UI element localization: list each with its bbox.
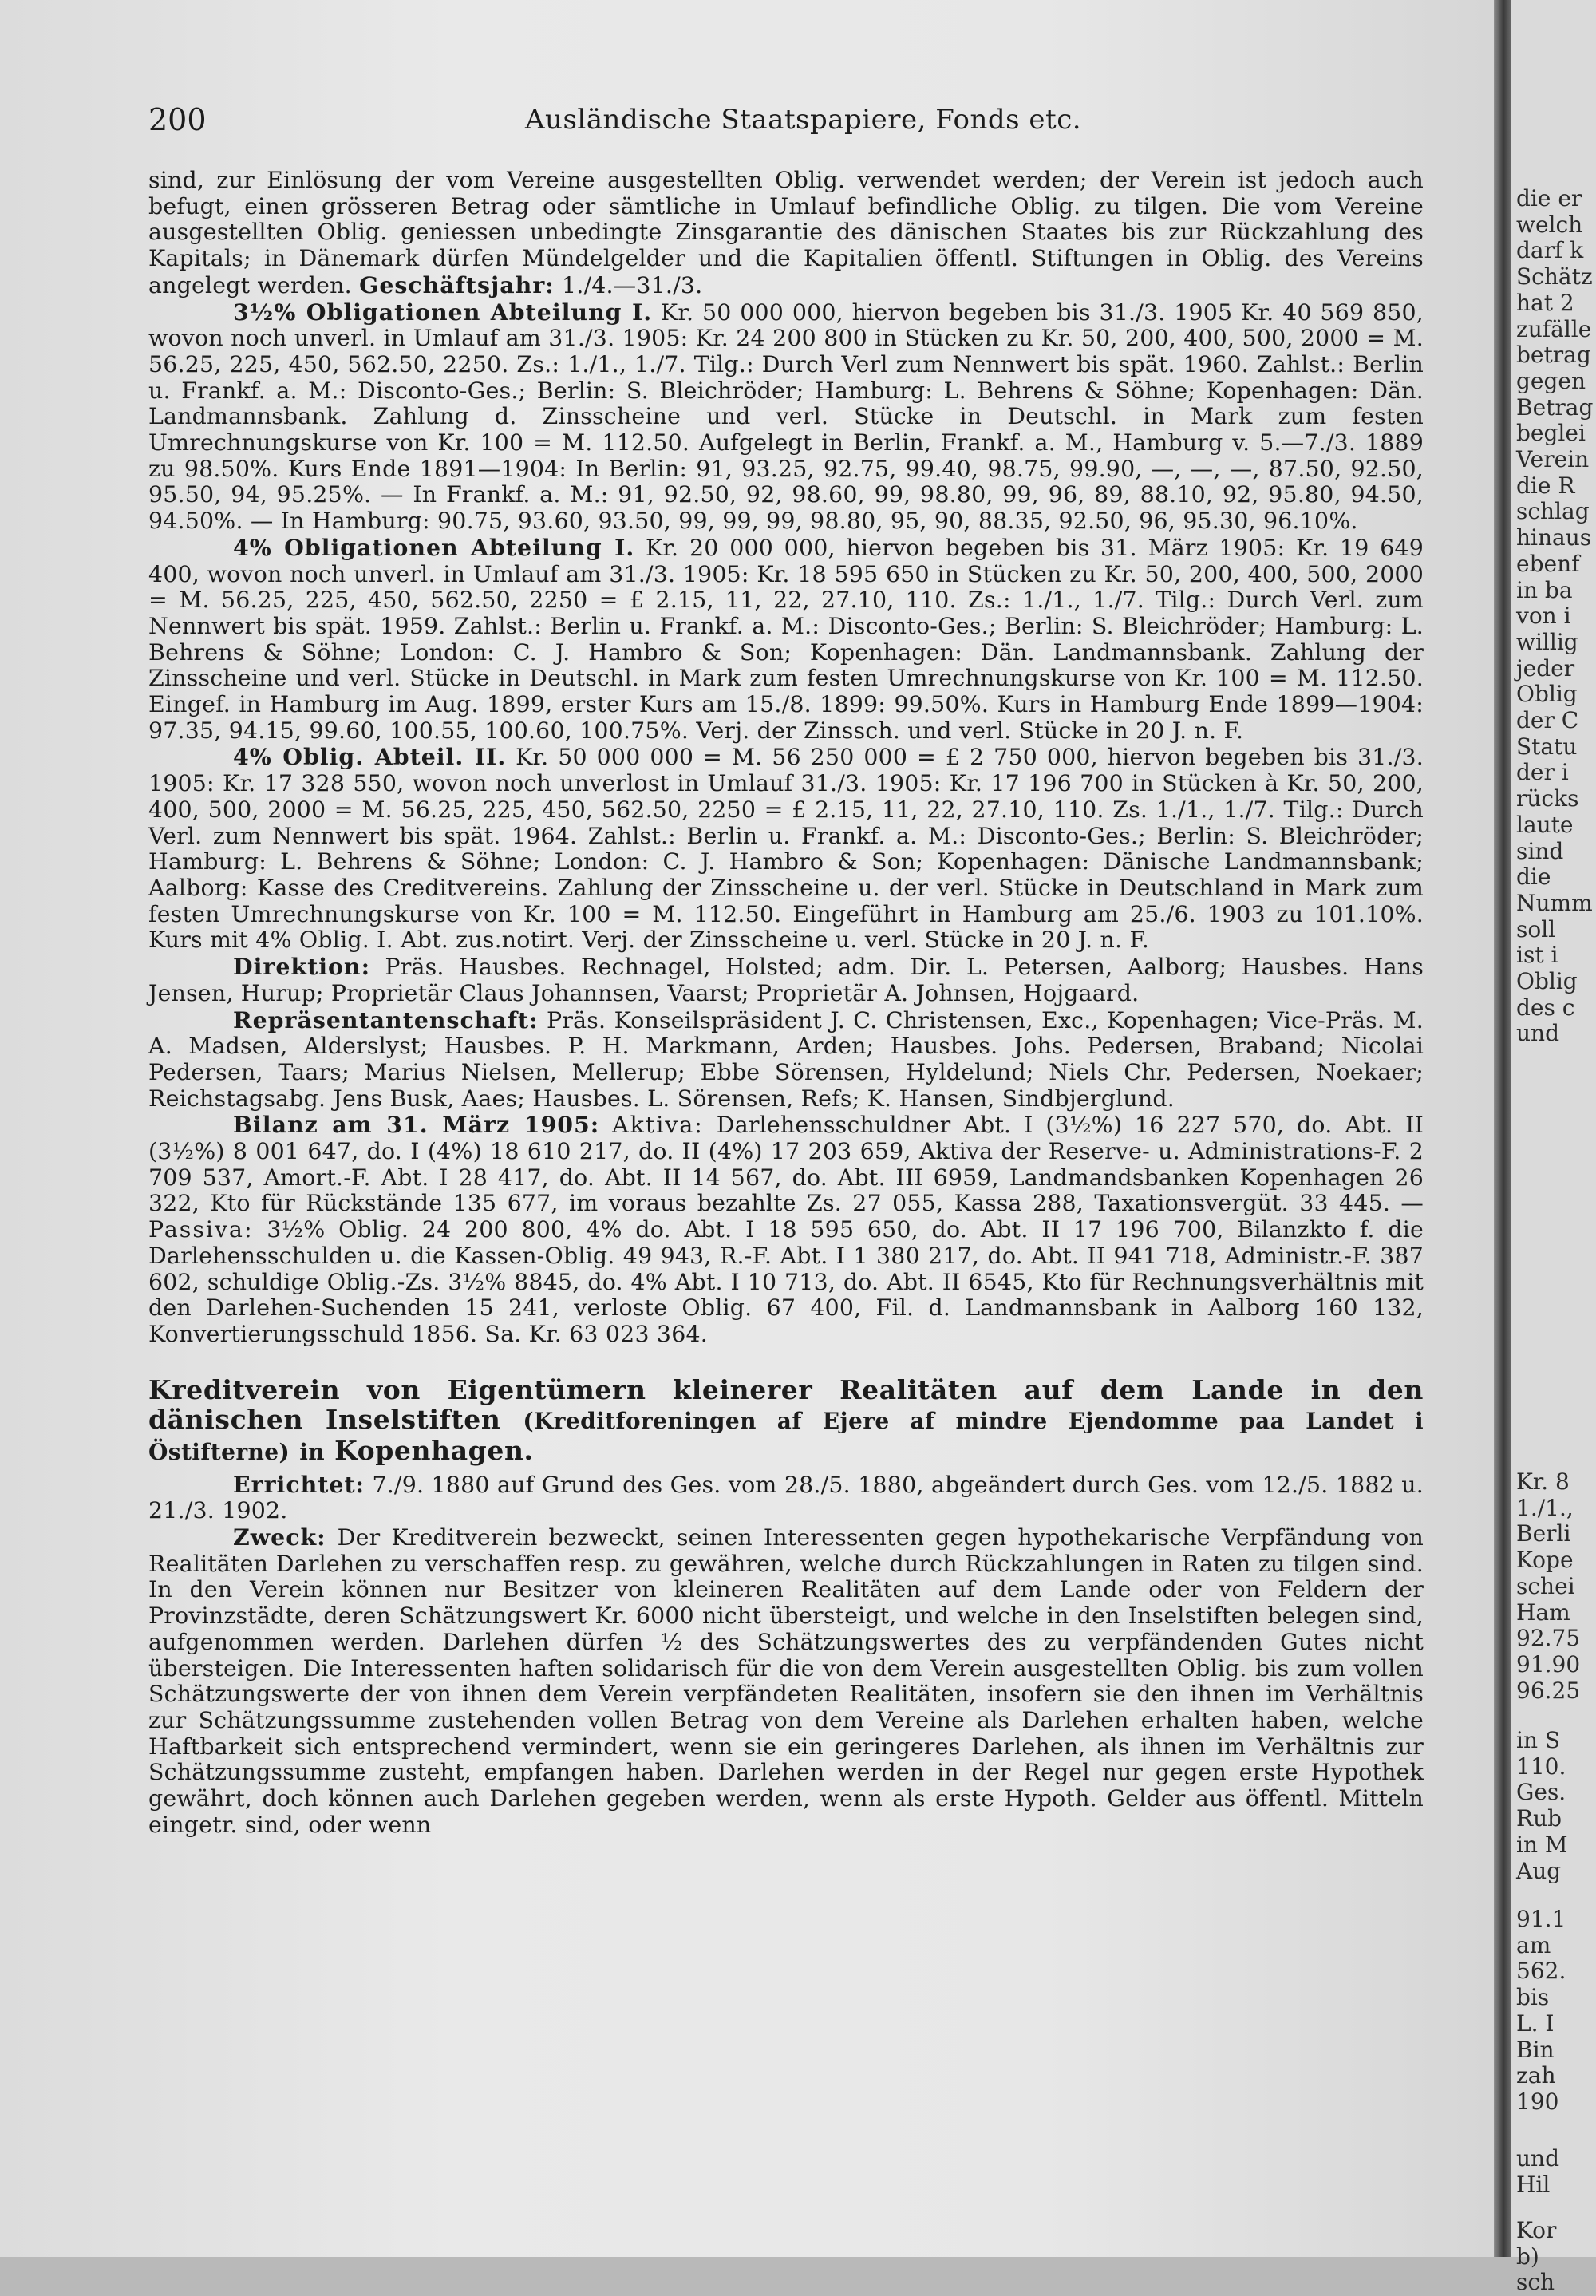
next-page-fragment: Oblig [1516, 681, 1578, 708]
paragraph-intro [148, 168, 1424, 299]
section-title-danish: (Kreditforeningen af Ejere af mindre Ejendomme paa Landet i Östifterne) [148, 1407, 1424, 1465]
page-number: 200 [148, 102, 207, 137]
next-page-fragment: zufälle [1516, 315, 1592, 342]
page-header [148, 102, 1425, 137]
next-page-fragment: schei [1516, 1572, 1575, 1599]
obligation-1-text: Kr. 50 000 000, hiervon begeben bis 31./3. 1905 Kr. 40 569 850, wovon noch unverl. in Umlauf am 31./3. 1905: Kr. 24 200 800 in Stücken zu Kr. 50, 200, 400, 500, 2000 = M. 56.25, 225, 450, 562.50, 2250. Zs.: 1./1., 1./7. Tilg.: Durch Verl zum Nennwert bis spät. 1960. Zahlst.: Berlin u. Frankf. a. M.: Disconto-Ges.; Berlin: S. Bleichröder; Hamburg: L. Behrens & Söhne; Kopenhagen: Dän. Landmannsbank. Zahlung d. Zinsscheine und verl. Stücke in Deutschl. in Mark zum festen Umrechnungskurse von Kr. 100 = M. 112.50. Aufgelegt in Berlin, Frankf. a. M., Hamburg v. 5.—7./3. 1889 zu 98.50%. Kurs Ende 1891—1904: In Berlin: 91, 93.25, 92.75, 99.40, 98.75, 99.90, —, —, —, 87.50, 92.50, 95.50, 94, 95.25%. — In Frankf. a. M.: 91, 92.50, 92, 98.60, 99, 98.80, 99, 96, 89, 88.10, 92, 95.80, 94.50, 94.50%. — In Hamburg: 90.75, 93.60, 93.50, 99, 99, 99, 98.80, 95, 90, 88.35, 92.50, 96, 95.30, 96.10%. [148, 298, 1424, 535]
next-page-fragment: 190 [1516, 2088, 1559, 2115]
next-page-fragment: beglei [1516, 420, 1586, 447]
paragraph-direktion [148, 954, 1424, 1006]
running-head: Ausländische Staatspapiere, Fonds etc. [525, 104, 1082, 136]
geschaeftsjahr-value: 1./4.—31./3. [562, 271, 703, 298]
next-page-fragment: gegen [1516, 367, 1586, 394]
next-page-fragment: Statu [1516, 733, 1578, 760]
obligation-3-label: 4% Oblig. Abteil. II. [233, 743, 507, 771]
next-page-fragment: des c [1516, 994, 1575, 1021]
next-page-fragment: 1./1., [1516, 1494, 1574, 1521]
intro-text: sind, zur Einlösung der vom Vereine ausgestellten Oblig. verwendet werden; der Verein ist jedoch auch befugt, einen grösseren Betrag oder sämtliche in Umlauf befindliche Oblig. zu tilgen. Die vom Vereine ausgestellten Oblig. geniessen unbedingte Zinsgarantie des dänischen Staates bis zur Rückzahlung des Kapitals; in Dänemark dürfen Mündelgelder und die Kapitalien öffentl. Stiftungen in Oblig. des Vereins angelegt werden. [148, 167, 1424, 298]
next-page-fragment: willig [1516, 628, 1578, 655]
repraesentantenschaft-label: Repräsentantenschaft: [233, 1006, 539, 1033]
section-gap [148, 1348, 1424, 1364]
page-body [148, 168, 1424, 1838]
next-page-fragment: hinaus [1516, 524, 1592, 551]
next-page-fragment: L. I [1516, 2009, 1555, 2037]
obligation-2-text: Kr. 20 000 000, hiervon begeben bis 31. März 1905: Kr. 19 649 400, wovon noch unverl. in Umlauf am 31./3. 1905: Kr. 18 595 650 in Stücken zu Kr. 50, 200, 400, 500, 2000 = M. 56.25, 225, 450, 562.50, 2250 = £ 2.15, 11, 22, 27.10, 110. Zs.: 1./1., 1./7. Tilg.: Durch Verl. zum Nennwert bis spät. 1959. Zahlst.: Berlin u. Frankf. a. M.: Disconto-Ges.; Berlin: S. Bleichröder; Hamburg: L. Behrens & Söhne; London: C. J. Hambro & Son; Kopenhagen: Dän. Landmannsbank. Zahlung der Zinsscheine und verl. Stücke in Deutschl. in Mark zum festen Umrechnungskurse von Kr. 100 = M. 112.50. Eingef. in Hamburg im Aug. 1899, erster Kurs am 15./8. 1899: 99.50%. Kurs in Hamburg Ende 1899—1904: 97.35, 94.15, 99.60, 100.55, 100.60, 100.75%. Verj. der Zinssch. und verl. Stücke in 20 J. n. F. [148, 534, 1424, 744]
bilanz-passiva-text: 3½% Oblig. 24 200 800, 4% do. Abt. I 18 595 650, do. Abt. II 17 196 700, Bilanzkto f. die Darlehensschulden u. die Kassen-Oblig. 49 943, R.-F. Abt. I 1 380 217, do. Abt. II 941 718, Administr.-F. 387 602, schuldige Oblig.-Zs. 3½% 8845, do. 4% Abt. I 10 713, do. Abt. II 6545, Kto für Rechnungsverhältnis mit den Darlehen-Suchenden 15 241, verloste Oblig. 67 400, Fil. d. Landmannsbank in Aalborg 160 132, Konvertierungsschuld 1856. Sa. Kr. 63 023 364. [148, 1216, 1424, 1347]
section-title-main: Kreditverein von Eigentümern kleinerer Realitäten auf dem Lande in den dänischen Inselstiften [148, 1373, 1424, 1435]
next-page-fragment: 96.25 [1516, 1677, 1581, 1704]
paragraph-obligation-1 [148, 299, 1424, 535]
next-page-fragment: 91.90 [1516, 1650, 1581, 1678]
next-page-fragment: Bin [1516, 2036, 1555, 2063]
obligation-2-label: 4% Obligationen Abteilung I. [233, 533, 635, 561]
obligation-3-text: Kr. 50 000 000 = M. 56 250 000 = £ 2 750 000, hiervon begeben bis 31./3. 1905: Kr. 17 328 550, wovon noch unverlost in Umlauf 31./3. 1905: Kr. 17 196 700 in Stücken à Kr. 50, 200, 400, 500, 2000 = M. 56.25, 225, 450, 562.50, 2250 = £ 2.15, 11, 22, 27.10, 110. Zs. 1./1., 1./7. Tilg.: Durch Verl. zum Nennwert bis spät. 1964. Zahlst.: Berlin u. Frankf. a. M.: Disconto-Ges.; Berlin: S. Bleichröder; Hamburg: L. Behrens & Söhne; London: C. J. Hambro & Son; Kopenhagen: Dänische Landmannsbank; Aalborg: Kasse des Creditvereins. Zahlung der Zinsscheine u. der verl. Stücke in Deutschland in Mark zum festen Umrechnungskurse von Kr. 100 = M. 112.50. Eingeführt in Hamburg am 25./6. 1903 zu 101.10%. Kurs mit 4% Oblig. I. Abt. zus.notirt. Verj. der Zinsscheine u. verl. Stücke in 20 J. n. F. [148, 744, 1424, 954]
next-page-fragment: 92.75 [1516, 1625, 1581, 1652]
paragraph-obligation-3 [148, 744, 1424, 954]
next-page-fragment: Berli [1516, 1520, 1571, 1547]
section-title-city: Kopenhagen. [334, 1434, 534, 1466]
obligation-1-label: 3½% Obligationen Abteilung I. [233, 298, 653, 326]
paragraph-bilanz [148, 1112, 1424, 1347]
next-page-fragment: bis [1516, 1984, 1550, 2011]
next-page-fragment: Oblig [1516, 968, 1578, 994]
next-page-fragment: Schätz [1516, 263, 1593, 290]
next-page-fragment: Numm [1516, 889, 1593, 916]
next-page-fragment: rücks [1516, 785, 1579, 812]
next-page-fragment: von i [1516, 603, 1571, 630]
next-page-fragment: Kr. 8 [1516, 1468, 1570, 1495]
next-page-fragment: hat 2 [1516, 289, 1574, 316]
next-page-fragment: Rub [1516, 1805, 1562, 1832]
next-page-fragment: der i [1516, 759, 1569, 786]
next-page-fragment: welch [1516, 211, 1583, 238]
next-page-fragment: 562. [1516, 1958, 1566, 1985]
section-title [148, 1375, 1424, 1467]
next-page-fragment: die [1516, 863, 1551, 891]
next-page-fragment: 110. [1516, 1753, 1566, 1780]
next-page-fragment: sch [1516, 2269, 1555, 2296]
next-page-fragment: schlag [1516, 498, 1590, 525]
next-page-fragment: zah [1516, 2062, 1556, 2089]
next-page-fragment: Kope [1516, 1547, 1574, 1574]
next-page-fragment: betrag [1516, 342, 1591, 369]
bilanz-aktiva-text: Darlehensschuldner Abt. I (3½%) 16 227 570, do. Abt. II (3½%) 8 001 647, do. I (4%) 18 610 217, do. II (4%) 17 203 659, Aktiva der Reserve- u. Administrations-F. 2 709 537, Amort.-F. Abt. I 28 417, do. Abt. II 14 567, do. Abt. III 6959, Landmandsbanken Kopenhagen 26 322, Kto für Rückstände 135 677, im voraus bezahlte Zs. 27 055, Kassa 288, Taxationsvergüt. 33 445. — [148, 1112, 1424, 1217]
zweck-label: Zweck: [233, 1523, 326, 1551]
next-page-fragment: soll [1516, 915, 1556, 943]
paragraph-repraesentantenschaft [148, 1007, 1424, 1112]
errichtet-text: 7./9. 1880 auf Grund des Ges. vom 28./5. 1880, abgeändert durch Ges. vom 12./5. 1882 u. 21./3. 1902. [148, 1471, 1424, 1524]
next-page-fragment: jeder [1516, 654, 1575, 682]
next-page-fragment: ist i [1516, 942, 1558, 969]
paragraph-obligation-2 [148, 535, 1424, 745]
next-page-fragment: am [1516, 1931, 1551, 1958]
next-page-fragment: die er [1516, 185, 1582, 211]
next-page-fragment: Betrag [1516, 393, 1594, 421]
next-page-fragment: Ges. [1516, 1779, 1566, 1806]
aktiva-label: Aktiva: [612, 1112, 704, 1139]
next-page-fragment: Verein [1516, 446, 1590, 472]
zweck-text: Der Kreditverein bezweckt, seinen Interessenten gegen hypothekarische Verpfändung von Realitäten Darlehen zu verschaffen resp. zu gewähren, welche durch Rückzahlungen in Raten zu tilgen sind. In den Verein können nur Besitzer von kleineren Realitäten auf dem Lande oder von Feldern der Provinzstädte, deren Schätzungswert Kr. 6000 nicht übersteigt, und welche in den Inselstiften belegen sind, aufgenommen werden. Darlehen dürfen ½ des Schätzungswertes des zu verpfändenden Gutes nicht übersteigen. Die Interessenten haften solidarisch für die von dem Verein ausgestellten Oblig. bis zum vollen Schätzungswerte der von ihnen dem Verein verpfändeten Realitäten, insofern sie den ihnen im Verhältnis zur Schätzungssumme zustehenden vollen Betrag von dem Vereine als Darlehen erhalten haben, welche Haftbarkeit sich entsprechend vermindert, wenn sie ein geringeres Darlehen, als ihnen im Verhältnis zur Schätzungssumme zusteht, empfangen haben. Darlehen werden in der Regel nur gegen erste Hypothek gewährt, doch können auch Darlehen gegeben werden, wenn als erste Hypoth. Gelder aus öffentl. Mitteln eingetr. sind, oder wenn [148, 1524, 1424, 1838]
repraesentantenschaft-text: Präs. Konseilspräsident J. C. Christensen, Exc., Kopenhagen; Vice-Präs. M. A. Madsen, Alderslyst; Hausbes. P. H. Markmann, Arden; Hausbes. Johs. Pedersen, Braband; Nicolai Pedersen, Taars; Marius Nielsen, Mellerup; Ebbe Sörensen, Hyldelund; Niels Chr. Pedersen, Noekaer; Reichstagsabg. Jens Busk, Aaes; Hausbes. L. Sörensen, Refs; K. Hansen, Sindbjerglund. [148, 1006, 1424, 1112]
next-page-fragment: die R [1516, 472, 1575, 499]
next-page-fragment: in S [1516, 1727, 1561, 1753]
next-page-fragment: Ham [1516, 1599, 1570, 1626]
paragraph-errichtet [148, 1472, 1424, 1524]
direktion-label: Direktion: [233, 953, 371, 981]
next-page-fragment: darf k [1516, 237, 1584, 264]
next-page-fragment: Hil [1516, 2171, 1551, 2198]
next-page-fragment: und [1516, 1020, 1559, 1047]
bilanz-label: Bilanz am 31. März 1905: [233, 1111, 600, 1139]
passiva-label: Passiva: [148, 1216, 254, 1243]
next-page-fragment: der C [1516, 707, 1579, 733]
next-page-fragment: sind [1516, 837, 1564, 864]
next-page-fragment: in ba [1516, 576, 1573, 603]
section-title-in: in [299, 1438, 325, 1465]
next-page-fragment: laute [1516, 811, 1574, 838]
next-page-fragment: b) [1516, 2243, 1539, 2270]
book-gutter [1494, 0, 1511, 2257]
next-page-fragment: und [1516, 2145, 1559, 2172]
next-page-fragment: ebenf [1516, 550, 1580, 577]
next-page-fragment: in M [1516, 1831, 1568, 1858]
next-page-fragment: Aug [1516, 1857, 1562, 1884]
paragraph-zweck [148, 1524, 1424, 1838]
geschaeftsjahr-label: Geschäftsjahr: [359, 271, 555, 298]
errichtet-label: Errichtet: [233, 1470, 365, 1498]
next-page-fragment: Kor [1516, 2217, 1557, 2243]
direktion-text: Präs. Hausbes. Rechnagel, Holsted; adm. Dir. L. Petersen, Aalborg; Hausbes. Hans Jensen, Hurup; Proprietär Claus Johannsen, Vaarst; Proprietär A. Johnsen, Hojgaard. [148, 954, 1424, 1006]
next-page-fragment: 91.1 [1516, 1906, 1566, 1932]
next-page-edge [1511, 0, 1596, 2296]
